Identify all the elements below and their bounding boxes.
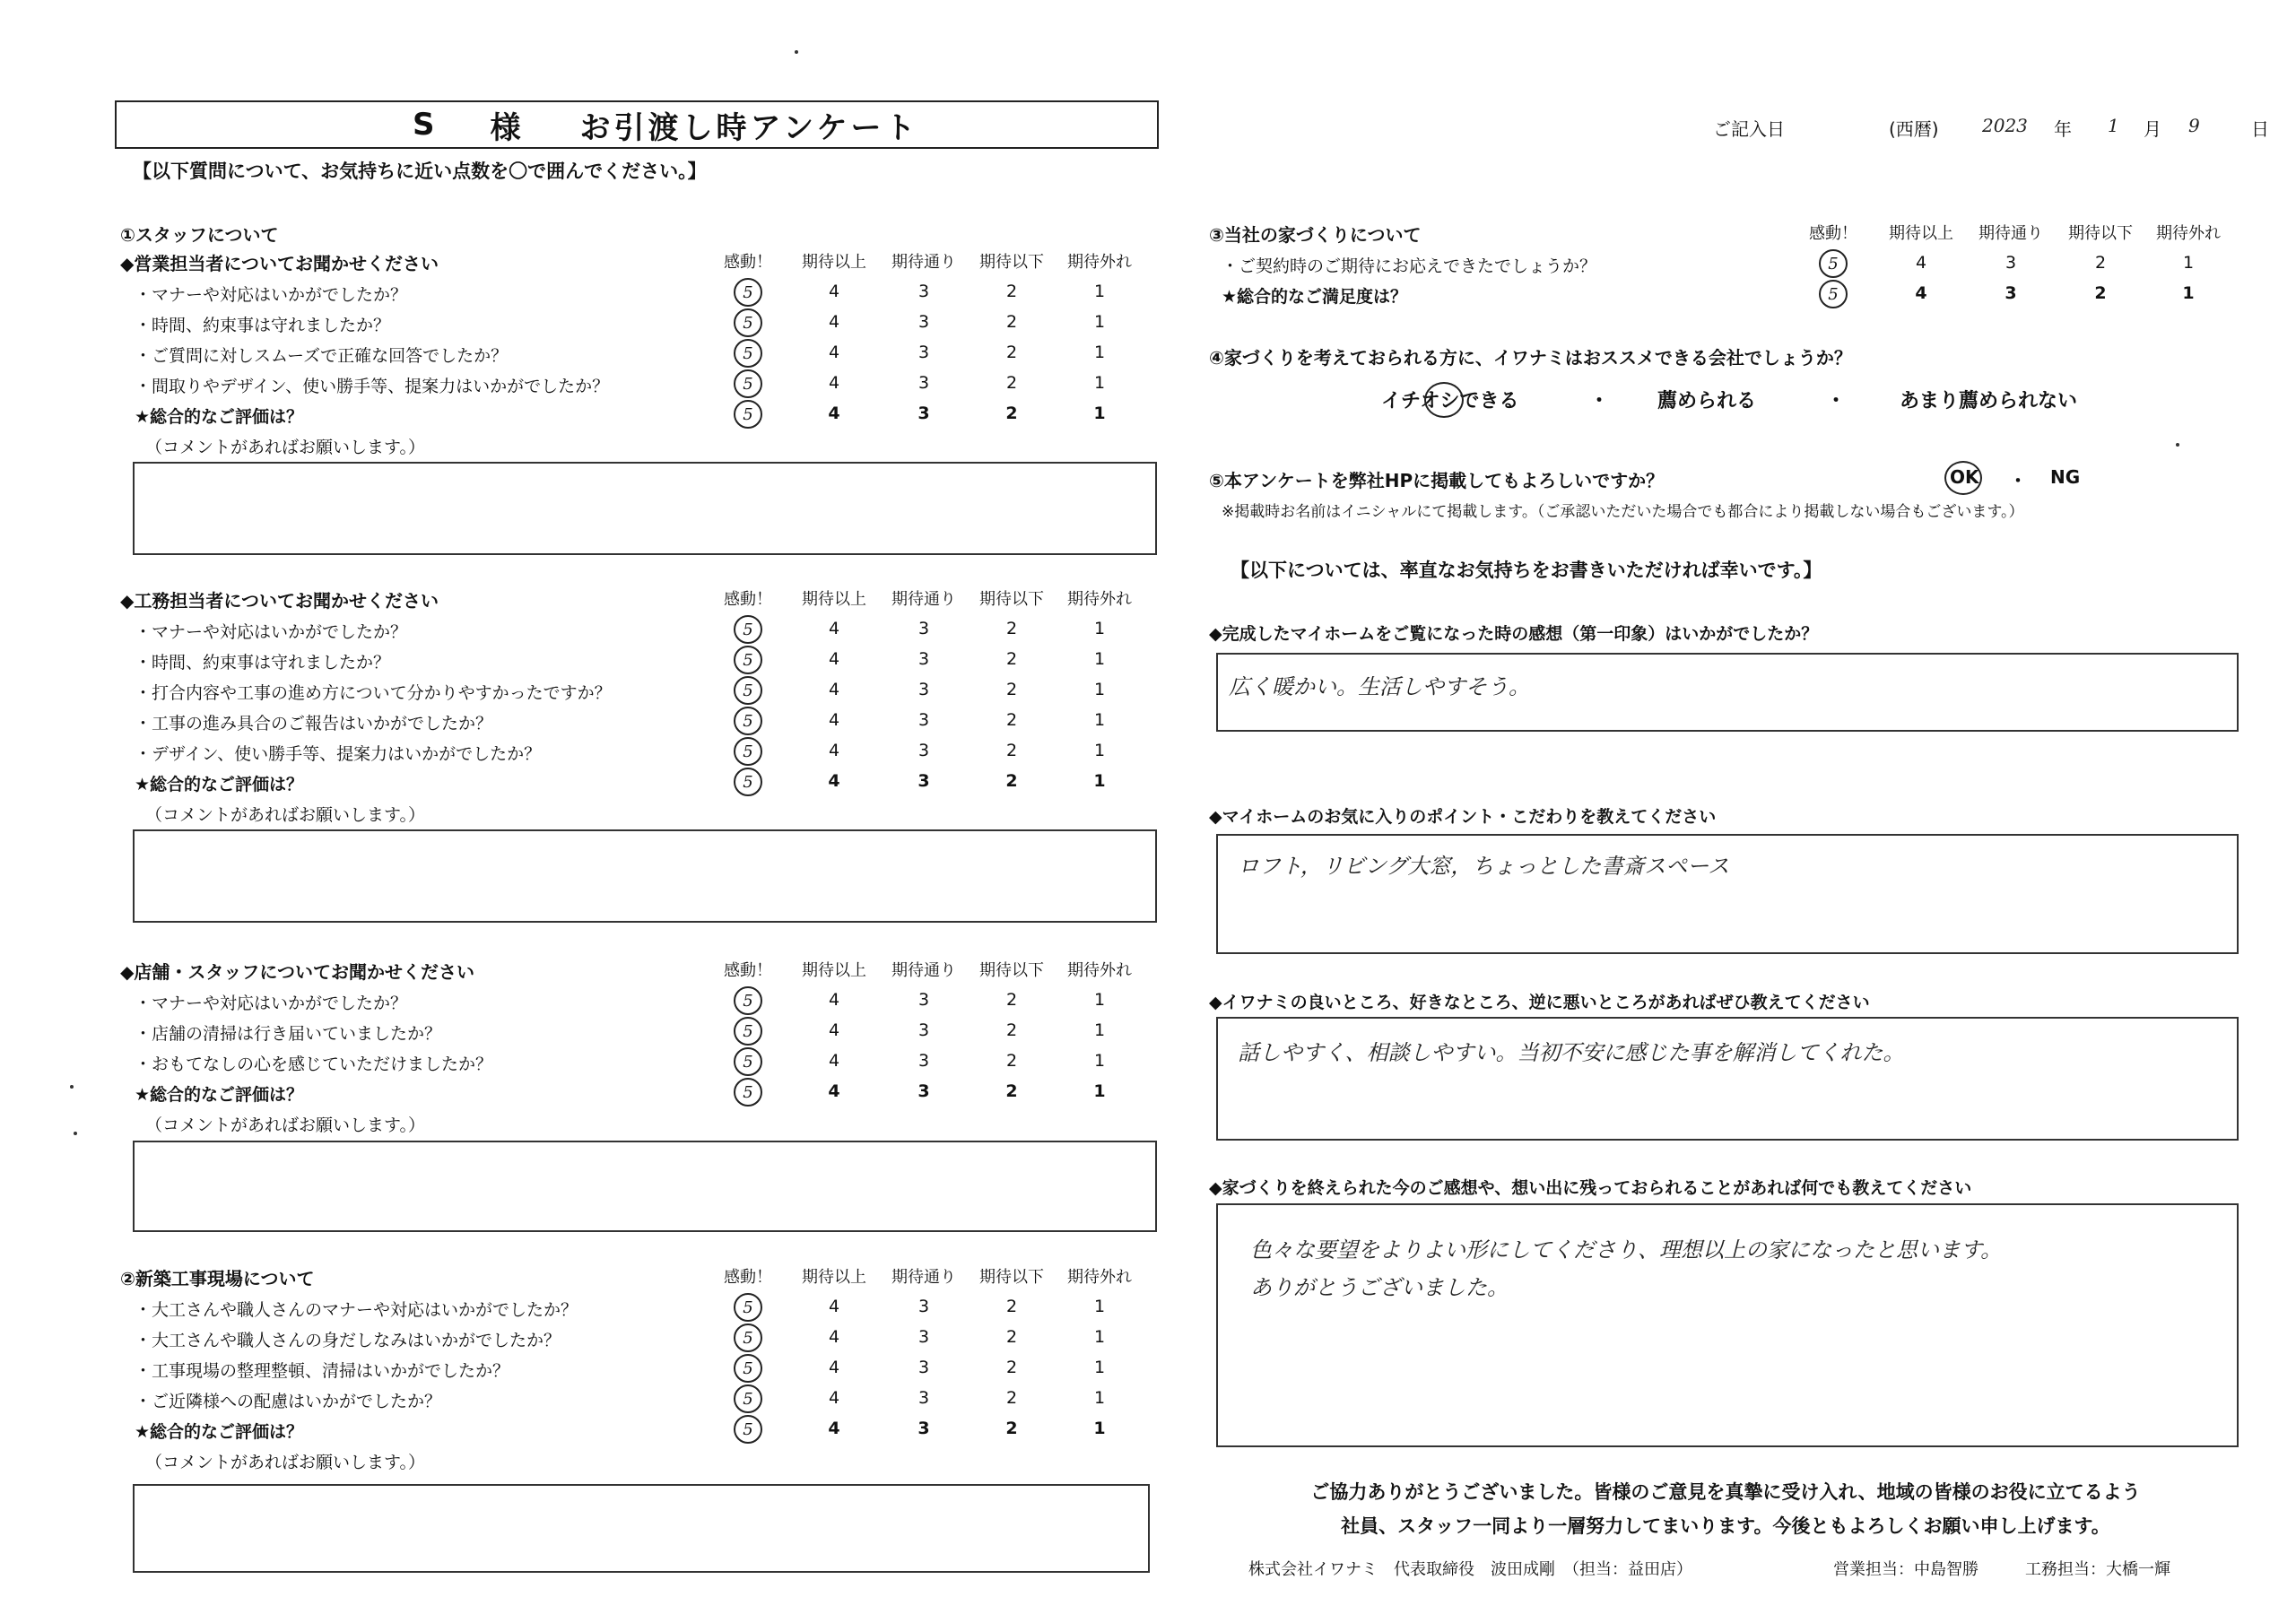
score-option[interactable]: 1 xyxy=(1093,1327,1106,1347)
score-option[interactable]: 3 xyxy=(918,1297,930,1316)
comment-prompt: （コメントがあればお願いします。） xyxy=(145,438,425,457)
group-title: ◆店舗・スタッフについてお聞かせください xyxy=(120,961,474,983)
scale-header: 期待外れ xyxy=(2156,224,2221,243)
section1-title: ①スタッフについて xyxy=(120,224,279,246)
score-option[interactable]: 1 xyxy=(1093,343,1106,362)
section4-title: ④家づくりを考えておられる方に、イワナミはおススメできる会社でしょうか？ xyxy=(1209,347,1852,369)
selected-score-circle-icon[interactable]: 5 xyxy=(734,1293,762,1322)
score-option[interactable]: 1 xyxy=(1093,1020,1106,1040)
score-option[interactable]: 4 xyxy=(828,343,840,362)
score-option[interactable]: 3 xyxy=(918,1327,930,1347)
comment-prompt: （コメントがあればお願いします。） xyxy=(145,1453,425,1472)
score-option[interactable]: 3 xyxy=(918,649,930,669)
day-value: 9 xyxy=(2188,115,2200,136)
score-option[interactable]: 2 xyxy=(1005,312,1018,332)
selected-score-circle-icon[interactable]: 5 xyxy=(734,1078,762,1107)
scale-header: 感動！ xyxy=(724,1268,772,1287)
scale-header: 期待外れ xyxy=(1067,253,1132,272)
score-option[interactable]: 4 xyxy=(828,373,840,393)
scale-header: 感動！ xyxy=(724,253,772,272)
scale-header: 期待以上 xyxy=(802,961,866,980)
score-option[interactable]: 2 xyxy=(1005,404,1018,423)
scale-header: 期待以上 xyxy=(802,1268,866,1287)
selected-score-circle-icon[interactable]: 5 xyxy=(734,1415,762,1444)
section2-title: ②新築工事現場について xyxy=(120,1268,315,1289)
question-text: ・大工さんや職人さんのマナーや対応はいかがでしたか？ xyxy=(135,1300,578,1320)
score-option[interactable]: 2 xyxy=(1005,1020,1018,1040)
score-option[interactable]: 4 xyxy=(828,619,840,638)
group-title: ◆営業担当者についてお聞かせください xyxy=(120,253,439,274)
score-option[interactable]: 3 xyxy=(918,282,930,301)
scan-speck xyxy=(70,1085,74,1089)
score-option[interactable]: 2 xyxy=(1005,1051,1018,1071)
score-option[interactable]: 1 xyxy=(2182,253,2195,273)
question-text: ・ご近隣様への配慮はいかがでしたか？ xyxy=(135,1392,442,1411)
selected-score-circle-icon[interactable]: 5 xyxy=(734,1354,762,1383)
option-ichioshi[interactable]: イチオシできる xyxy=(1381,390,1519,412)
score-option[interactable]: 2 xyxy=(1005,343,1018,362)
question-text: ・おもてなしの心を感じていただけましたか？ xyxy=(135,1055,493,1074)
free-answer-4b: ありがとうございました。 xyxy=(1250,1275,1509,1300)
score-option[interactable]: 1 xyxy=(1093,1358,1106,1377)
scale-header: 期待以下 xyxy=(979,590,1044,609)
customer-initial: S xyxy=(413,107,437,143)
score-option[interactable]: 3 xyxy=(918,619,930,638)
selected-score-circle-icon[interactable]: 5 xyxy=(734,768,762,796)
score-option[interactable]: 1 xyxy=(1093,771,1106,791)
scale-header: 期待以上 xyxy=(802,590,866,609)
scan-speck xyxy=(795,50,798,54)
free-q2: ◆マイホームのお気に入りのポイント・こだわりを教えてください xyxy=(1209,807,1717,827)
selected-score-circle-icon[interactable]: 5 xyxy=(734,1324,762,1352)
score-option[interactable]: 1 xyxy=(1093,1297,1106,1316)
score-option[interactable]: 3 xyxy=(918,1358,930,1377)
score-option[interactable]: 3 xyxy=(2005,283,2017,303)
question-text: ・マナーや対応はいかがでしたか？ xyxy=(135,622,408,642)
ng-option[interactable]: NG xyxy=(2050,466,2081,488)
option-separator: ・ xyxy=(2009,470,2027,491)
score-option[interactable]: 4 xyxy=(828,312,840,332)
free-q1: ◆完成したマイホームをご覧になった時の感想（第一印象）はいかがでしたか？ xyxy=(1209,624,1819,644)
selected-score-circle-icon[interactable]: 5 xyxy=(734,986,762,1015)
free-answer-3: 話しやすく、相談しやすい。当初不安に感じた事を解消してくれた。 xyxy=(1238,1040,1905,1065)
scale-header: 期待以上 xyxy=(802,253,866,272)
question-text: ・大工さんや職人さんの身だしなみはいかがでしたか？ xyxy=(135,1331,561,1350)
score-option[interactable]: 4 xyxy=(828,282,840,301)
score-option[interactable]: 3 xyxy=(918,404,930,423)
comment-box-sales[interactable] xyxy=(133,462,1157,555)
selected-circle-icon xyxy=(1424,382,1464,418)
scale-header: 期待外れ xyxy=(1067,961,1132,980)
score-option[interactable]: 1 xyxy=(2182,283,2195,303)
score-option[interactable]: 4 xyxy=(828,1297,840,1316)
option-separator: ・ xyxy=(1826,390,1847,412)
scale-header: 期待以下 xyxy=(2068,224,2133,243)
score-option[interactable]: 1 xyxy=(1093,404,1106,423)
score-option[interactable]: 2 xyxy=(1005,619,1018,638)
score-option[interactable]: 1 xyxy=(1093,741,1106,760)
score-option[interactable]: 3 xyxy=(918,1020,930,1040)
date-row xyxy=(1713,115,2269,142)
free-q4: ◆家づくりを終えられた今のご感想や、想い出に残っておられることがあれば何でも教えてください xyxy=(1209,1178,1972,1198)
score-option[interactable]: 4 xyxy=(828,741,840,760)
month-value: 1 xyxy=(2108,115,2119,136)
overall-question: ★総合的なご評価は？ xyxy=(135,775,304,794)
score-option[interactable]: 2 xyxy=(1005,680,1018,699)
score-option[interactable]: 2 xyxy=(1005,1081,1018,1101)
title-box xyxy=(115,100,1159,149)
score-option[interactable]: 4 xyxy=(828,1051,840,1071)
selected-score-circle-icon[interactable]: 5 xyxy=(734,1047,762,1076)
score-option[interactable]: 4 xyxy=(828,1020,840,1040)
score-option[interactable]: 3 xyxy=(918,373,930,393)
year-value: 2023 xyxy=(1982,115,2028,136)
selected-score-circle-icon[interactable]: 5 xyxy=(734,615,762,644)
free-answer-box-3[interactable] xyxy=(1216,1017,2239,1141)
score-option[interactable]: 4 xyxy=(828,680,840,699)
score-option[interactable]: 3 xyxy=(918,343,930,362)
question-text: ・マナーや対応はいかがでしたか？ xyxy=(135,285,408,305)
publish-options xyxy=(1944,464,2079,495)
score-option[interactable]: 4 xyxy=(828,710,840,730)
selected-score-circle-icon[interactable]: 5 xyxy=(1819,280,1848,308)
score-option[interactable]: 3 xyxy=(918,1081,930,1101)
score-option[interactable]: 4 xyxy=(828,1388,840,1408)
scale-header: 期待通り xyxy=(891,590,956,609)
group-title: ◆工務担当者についてお聞かせください xyxy=(120,590,439,612)
question-text: ・デザイン、使い勝手等、提案力はいかがでしたか？ xyxy=(135,744,542,764)
selected-score-circle-icon[interactable]: 5 xyxy=(734,737,762,766)
scan-speck xyxy=(2176,443,2179,447)
question-text: ・間取りやデザイン、使い勝手等、提案力はいかがでしたか？ xyxy=(135,377,610,396)
overall-question: ★総合的なご評価は？ xyxy=(135,1085,304,1105)
free-q3: ◆イワナミの良いところ、好きなところ、逆に悪いところがあればぜひ教えてください xyxy=(1209,993,1870,1012)
recommend-options xyxy=(1381,386,2188,416)
sama-label: 様 xyxy=(490,109,521,146)
score-option[interactable]: 3 xyxy=(2005,253,2017,273)
section3-title: ③当社の家づくりについて xyxy=(1209,224,1422,246)
question-text: ・工事の進み具合のご報告はいかがでしたか？ xyxy=(135,714,493,733)
selected-score-circle-icon[interactable]: 5 xyxy=(734,339,762,368)
scale-header: 期待外れ xyxy=(1067,1268,1132,1287)
selected-score-circle-icon[interactable]: 5 xyxy=(734,676,762,705)
score-option[interactable]: 2 xyxy=(1005,1327,1018,1347)
score-option[interactable]: 3 xyxy=(918,1388,930,1408)
selected-score-circle-icon[interactable]: 5 xyxy=(734,646,762,674)
scale-header: 期待以下 xyxy=(979,961,1044,980)
score-option[interactable]: 4 xyxy=(828,1081,840,1101)
selected-score-circle-icon[interactable]: 5 xyxy=(734,1384,762,1413)
score-option[interactable]: 2 xyxy=(1005,1419,1018,1438)
scale-header: 期待以下 xyxy=(979,253,1044,272)
score-option[interactable]: 1 xyxy=(1093,710,1106,730)
selected-score-circle-icon[interactable]: 5 xyxy=(734,1017,762,1046)
selected-score-circle-icon[interactable]: 5 xyxy=(1819,249,1848,278)
free-answer-2: ロフト，リビング大窓，ちょっとした書斎スペース xyxy=(1238,854,1730,879)
score-option[interactable]: 2 xyxy=(1005,990,1018,1010)
selected-score-circle-icon[interactable]: 5 xyxy=(734,308,762,337)
score-option[interactable]: 4 xyxy=(1915,253,1927,273)
selected-score-circle-icon[interactable]: 5 xyxy=(734,707,762,735)
score-option[interactable]: 3 xyxy=(918,1419,930,1438)
selected-score-circle-icon[interactable]: 5 xyxy=(734,278,762,307)
score-option[interactable]: 3 xyxy=(918,741,930,760)
scale-header: 期待以上 xyxy=(1889,224,1953,243)
score-option[interactable]: 3 xyxy=(918,771,930,791)
option-separator: ・ xyxy=(1589,390,1610,412)
score-option[interactable]: 2 xyxy=(1005,1388,1018,1408)
score-option[interactable]: 4 xyxy=(828,990,840,1010)
free-answer-4a: 色々な要望をよりよい形にしてくださり、理想以上の家になったと思います。 xyxy=(1250,1237,2003,1263)
score-option[interactable]: 1 xyxy=(1093,990,1106,1010)
scale-header: 感動！ xyxy=(724,590,772,609)
score-option[interactable]: 2 xyxy=(1005,649,1018,669)
score-option[interactable]: 4 xyxy=(828,771,840,791)
score-option[interactable]: 1 xyxy=(1093,619,1106,638)
question-text: ・時間、約束事は守れましたか？ xyxy=(135,653,391,673)
selected-score-circle-icon[interactable]: 5 xyxy=(734,400,762,429)
footer-company: 株式会社イワナミ 代表取締役 波田成剛 （担当：益田店） xyxy=(1248,1560,1692,1579)
era-label: (西暦) xyxy=(1889,118,1939,140)
footer-thanks-1: ご協力ありがとうございました。皆様のご意見を真摯に受け入れ、地域の皆様のお役に立てるよう xyxy=(1310,1481,2141,1503)
publish-note: ※掲載時お名前はイニシャルにて掲載します。（ご承認いただいた場合でも都合により掲載しない場合もございます。） xyxy=(1222,503,2024,521)
score-option[interactable]: 4 xyxy=(828,1358,840,1377)
score-option[interactable]: 4 xyxy=(1915,283,1927,303)
score-option[interactable]: 3 xyxy=(918,710,930,730)
score-option[interactable]: 1 xyxy=(1093,1388,1106,1408)
scale-header: 期待通り xyxy=(1979,224,2043,243)
comment-box-site[interactable] xyxy=(133,1484,1150,1573)
scale-header: 期待以下 xyxy=(979,1268,1044,1287)
page-title: お引渡し時アンケート xyxy=(579,109,919,146)
footer-construction-staff: 工務担当：大橋一輝 xyxy=(2025,1560,2170,1579)
footer-sales-staff: 営業担当：中島智勝 xyxy=(1833,1560,1979,1579)
scale-header: 感動！ xyxy=(1809,224,1857,243)
overall-question: ★総合的なご満足度は？ xyxy=(1222,287,1408,307)
question-text: ・店舗の清掃は行き届いていましたか？ xyxy=(135,1024,442,1044)
score-option[interactable]: 2 xyxy=(1005,771,1018,791)
month-unit: 月 xyxy=(2144,118,2161,140)
footer-thanks-2: 社員、スタッフ一同より一層努力してまいります。今後ともよろしくお願い申し上げます。 xyxy=(1341,1515,2110,1537)
free-answer-1: 広く暖かい。生活しやすそう。 xyxy=(1229,674,1530,699)
question-text: ・ご契約時のご期待にお応えできたでしょうか？ xyxy=(1222,256,1597,276)
scale-header: 感動！ xyxy=(724,961,772,980)
score-option[interactable]: 2 xyxy=(1005,282,1018,301)
score-option[interactable]: 3 xyxy=(918,312,930,332)
score-option[interactable]: 1 xyxy=(1093,282,1106,301)
overall-question: ★総合的なご評価は？ xyxy=(135,1422,304,1442)
comment-prompt: （コメントがあればお願いします。） xyxy=(145,805,425,825)
instruction: 【以下質問について、お気持ちに近い点数を〇で囲んでください。】 xyxy=(133,161,707,182)
comment-box-construction[interactable] xyxy=(133,829,1157,923)
score-option[interactable]: 1 xyxy=(1093,680,1106,699)
free-intro: 【以下については、率直なお気持ちをお書きいただければ幸いです。】 xyxy=(1231,560,1822,581)
question-text: ・時間、約束事は守れましたか？ xyxy=(135,316,391,335)
score-option[interactable]: 4 xyxy=(828,649,840,669)
score-option[interactable]: 3 xyxy=(918,680,930,699)
overall-question: ★総合的なご評価は？ xyxy=(135,407,304,427)
section5-title: ⑤本アンケートを弊社HPに掲載してもよろしいですか？ xyxy=(1209,470,1665,491)
score-option[interactable]: 2 xyxy=(2094,283,2107,303)
ok-option[interactable]: OK xyxy=(1950,466,1979,488)
day-unit: 日 xyxy=(2251,118,2269,140)
question-text: ・工事現場の整理整頓、清掃はいかがでしたか？ xyxy=(135,1361,510,1381)
scale-header: 期待外れ xyxy=(1067,590,1132,609)
score-option[interactable]: 4 xyxy=(828,1327,840,1347)
free-answer-box-1[interactable] xyxy=(1216,653,2239,732)
score-option[interactable]: 2 xyxy=(1005,1358,1018,1377)
scale-header: 期待通り xyxy=(891,1268,956,1287)
free-answer-box-4[interactable] xyxy=(1216,1203,2239,1447)
score-option[interactable]: 1 xyxy=(1093,649,1106,669)
score-option[interactable]: 1 xyxy=(1093,1051,1106,1071)
score-option[interactable]: 3 xyxy=(918,1051,930,1071)
comment-prompt: （コメントがあればお願いします。） xyxy=(145,1115,425,1135)
option-susumerareru[interactable]: 薦められる xyxy=(1657,390,1757,412)
score-option[interactable]: 2 xyxy=(1005,741,1018,760)
year-unit: 年 xyxy=(2054,118,2072,140)
free-answer-box-2[interactable] xyxy=(1216,834,2239,954)
scale-header: 期待通り xyxy=(891,253,956,272)
score-option[interactable]: 3 xyxy=(918,990,930,1010)
score-option[interactable]: 4 xyxy=(828,1419,840,1438)
question-text: ・ご質問に対しスムーズで正確な回答でしたか？ xyxy=(135,346,509,366)
option-amari[interactable]: あまり薦められない xyxy=(1900,390,2078,412)
score-option[interactable]: 1 xyxy=(1093,373,1106,393)
score-option[interactable]: 2 xyxy=(2094,253,2107,273)
score-option[interactable]: 1 xyxy=(1093,1081,1106,1101)
score-option[interactable]: 4 xyxy=(828,404,840,423)
score-option[interactable]: 1 xyxy=(1093,312,1106,332)
question-text: ・マナーや対応はいかがでしたか？ xyxy=(135,994,408,1013)
selected-score-circle-icon[interactable]: 5 xyxy=(734,369,762,398)
score-option[interactable]: 1 xyxy=(1093,1419,1106,1438)
score-option[interactable]: 2 xyxy=(1005,1297,1018,1316)
date-label: ご記入日 xyxy=(1713,118,1785,140)
scale-header: 期待通り xyxy=(891,961,956,980)
scan-speck xyxy=(74,1132,77,1135)
score-option[interactable]: 2 xyxy=(1005,373,1018,393)
score-option[interactable]: 2 xyxy=(1005,710,1018,730)
question-text: ・打合内容や工事の進め方について分かりやすかったですか？ xyxy=(135,683,612,703)
comment-box-store[interactable] xyxy=(133,1141,1157,1232)
